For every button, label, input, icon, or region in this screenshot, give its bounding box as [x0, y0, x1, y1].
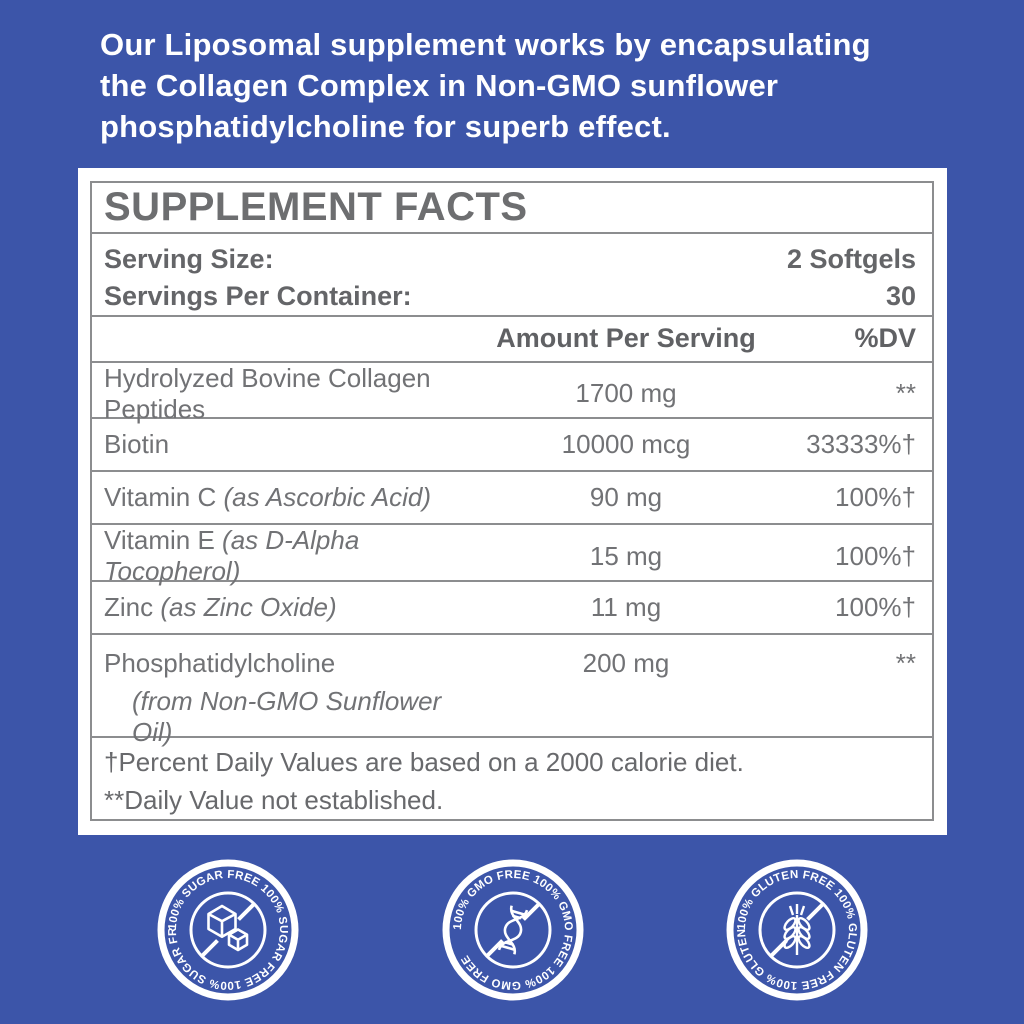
nutrient-name	[104, 429, 486, 460]
serving-value: 2 Softgels	[786, 244, 916, 275]
nutrient-name	[104, 525, 486, 587]
nutrient-source-note: (from Non-GMO Sunflower Oil)	[132, 685, 442, 747]
nutrient-name-text: Vitamin E	[104, 525, 215, 556]
nutrient-dv: 100%†	[835, 540, 916, 571]
serving-label: Servings Per Container:	[104, 281, 412, 312]
badge-gluten-free-svg	[722, 855, 872, 1005]
nutrient-name	[104, 482, 486, 513]
nutrient-name-text: Zinc	[104, 591, 154, 622]
table-row	[92, 525, 932, 587]
column-header-row	[92, 317, 932, 362]
table-row	[92, 635, 932, 747]
nutrient-dv: 33333%†	[806, 429, 916, 460]
nutrient-amount: 11 mg	[590, 591, 662, 622]
nutrient-dv: **	[895, 378, 916, 409]
facts-inner-border	[90, 181, 934, 821]
nutrient-note: (as Zinc Oxide)	[160, 591, 337, 622]
badge-sugar-free	[153, 855, 303, 1005]
serving-info-row	[104, 241, 916, 278]
intro-heading	[100, 24, 960, 147]
nutrient-note: (as Ascorbic Acid)	[223, 482, 432, 513]
nutrient-amount: 1700 mg	[575, 378, 677, 409]
badge-sugar-free-svg	[153, 855, 303, 1005]
table-row	[92, 582, 932, 635]
nutrient-name-text: Vitamin C	[104, 482, 217, 513]
intro-heading-line: the Collagen Complex in Non-GMO sunflower	[100, 68, 779, 103]
badge-gmo-free	[438, 855, 588, 1005]
badge-gluten-free	[722, 855, 872, 1005]
badge-gmo-free-svg	[438, 855, 588, 1005]
nutrient-name-text: Hydrolyzed Bovine Collagen Peptides	[104, 362, 431, 424]
serving-info-row	[104, 278, 916, 315]
intro-heading-line: phosphatidylcholine for superb effect.	[100, 109, 671, 144]
badge-ring-text: 100% GLUTEN FREE 100% GLUTEN FREE 100% GLUTEN FREE	[735, 868, 859, 992]
badge-outer-ring	[446, 863, 580, 997]
wheat-icon	[783, 904, 812, 955]
nutrient-name	[104, 592, 486, 623]
nutrient-dv: 100%†	[835, 482, 916, 513]
nutrient-note: (as D-Alpha Tocopherol)	[104, 525, 360, 587]
badge-ring-text: 100% SUGAR FREE 100% SUGAR FREE 100% SUGAR FREE	[166, 868, 290, 992]
supplement-facts-panel	[78, 168, 947, 835]
serving-info	[92, 234, 932, 317]
nutrient-name	[104, 648, 486, 748]
footnote-line: †Percent Daily Values are based on a 2000 calorie diet.	[104, 747, 744, 777]
nutrient-amount: 15 mg	[589, 540, 663, 571]
dv-header: %DV	[854, 323, 916, 354]
nutrient-name-text: Phosphatidylcholine	[104, 647, 336, 678]
nutrient-dv: **	[895, 647, 916, 678]
badge-ring-text: 100% GMO FREE 100% GMO FREE 100% GMO FREE	[451, 868, 575, 992]
table-row	[92, 419, 932, 472]
badge-outer-ring	[161, 863, 295, 997]
dna-icon	[499, 906, 527, 955]
nutrient-amount: 10000 mcg	[561, 429, 691, 460]
serving-value: 30	[885, 281, 916, 312]
footnote-line: **Daily Value not established.	[104, 785, 444, 815]
amount-per-serving-header: Amount Per Serving	[496, 323, 756, 354]
nutrient-name	[104, 363, 486, 425]
nutrient-amount: 90 mg	[589, 482, 663, 513]
table-row	[92, 472, 932, 525]
nutrient-amount: 200 mg	[582, 647, 670, 678]
nutrient-name-text: Biotin	[104, 429, 170, 460]
intro-heading-line: Our Liposomal supplement works by encapsulating	[100, 27, 871, 62]
nutrient-dv: 100%†	[835, 591, 916, 622]
footnotes	[92, 738, 932, 819]
table-row	[92, 362, 932, 424]
facts-title: SUPPLEMENT FACTS	[92, 183, 932, 234]
serving-label: Serving Size:	[104, 244, 274, 275]
